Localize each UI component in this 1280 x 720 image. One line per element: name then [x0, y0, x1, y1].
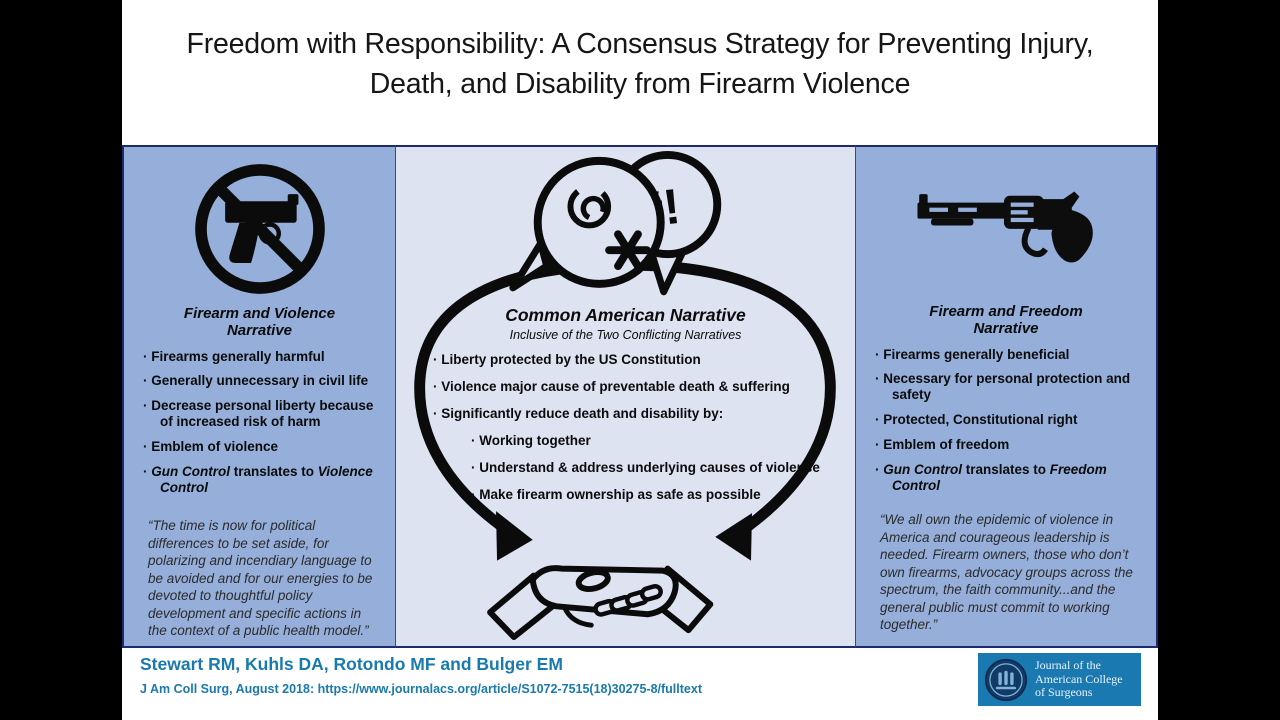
panel-firearm-freedom — [855, 145, 1158, 648]
panel-firearm-violence — [122, 145, 396, 648]
bullet-item: · Firearms generally beneficial — [866, 347, 1150, 363]
footer — [122, 648, 1158, 720]
left-panel-bullet-list — [124, 349, 395, 505]
bullet-item: · Emblem of freedom — [866, 437, 1150, 453]
sub-bullet-item: · Make firearm ownership as safe as possible — [464, 487, 839, 503]
slide-title — [122, 0, 1158, 105]
bullet-item: · Liberty protected by the US Constitution — [424, 352, 839, 368]
right-panel-quote: “We all own the epidemic of violence in America and courageous leadership is needed. Firearm owners, those who don’t own firearms, advocacy groups across the spectrum, the faith community...and the general public must commit to working together.” — [880, 511, 1133, 633]
citation-authors: Stewart RM, Kuhls DA, Rotondo MF and Bulger EM — [140, 654, 563, 674]
center-panel-subheading: Inclusive of the Two Conflicting Narratives — [509, 328, 742, 342]
slide — [122, 0, 1158, 720]
bullet-item: · Protected, Constitutional right — [866, 412, 1150, 428]
acs-logo-text: Journal of the American College of Surgeons — [1035, 658, 1123, 700]
sub-bullet-item: · Understand & address underlying causes of violence — [464, 460, 839, 476]
center-panel-heading-block — [396, 305, 855, 342]
title-line-2: Death, and Disability from Firearm Violence — [369, 68, 911, 101]
right-panel-heading: Firearm and Freedom Narrative — [929, 303, 1083, 338]
center-panel-heading: Common American Narrative — [505, 305, 746, 325]
title-line-1: Freedom with Responsibility: A Consensus Strategy for Preventing Injury, — [186, 28, 1094, 60]
bullet-item: · Generally unnecessary in civil life — [134, 373, 389, 389]
panels-row — [122, 145, 1158, 648]
bullet-item: · Violence major cause of preventable death & suffering — [424, 379, 839, 395]
citation-reference-url[interactable]: J Am Coll Surg, August 2018: https://www.journalacs.org/article/S1072-7515(18)30275-8/fulltext — [140, 682, 702, 696]
center-panel-bullet-list — [424, 352, 839, 514]
bullet-item: · Gun Control translates to Freedom Control — [866, 462, 1150, 494]
left-panel-quote: “The time is now for political differences to be set aside, for polarizing and incendiary language to be avoided and for our energies to be devoted to thoughtful policy development and specific actions in the context of a public health model.” — [148, 517, 373, 639]
bullet-item: · Emblem of violence — [134, 439, 389, 455]
right-panel-bullet-list — [856, 347, 1156, 503]
revolver-icon — [909, 175, 1104, 281]
bullet-item: · Firearms generally harmful — [134, 349, 389, 365]
bullet-item: · Decrease personal liberty because of increased risk of harm — [134, 398, 389, 430]
acs-seal-icon — [984, 658, 1028, 702]
sub-bullet-item: · Working together — [464, 433, 839, 449]
acs-journal-logo — [978, 653, 1141, 706]
bullet-item: · Significantly reduce death and disability by: · Working together · Understand & address underlying causes of violence · Make firearm ownership as safe as possible — [424, 406, 839, 503]
no-guns-sign-icon — [184, 153, 336, 305]
left-panel-heading: Firearm and Violence Narrative — [183, 305, 336, 340]
bullet-item: · Necessary for personal protection and safety — [866, 371, 1150, 403]
bullet-item: · Gun Control translates to Violence Control — [134, 464, 389, 496]
panel-common-narrative — [396, 145, 855, 648]
handshake-icon — [490, 568, 710, 637]
